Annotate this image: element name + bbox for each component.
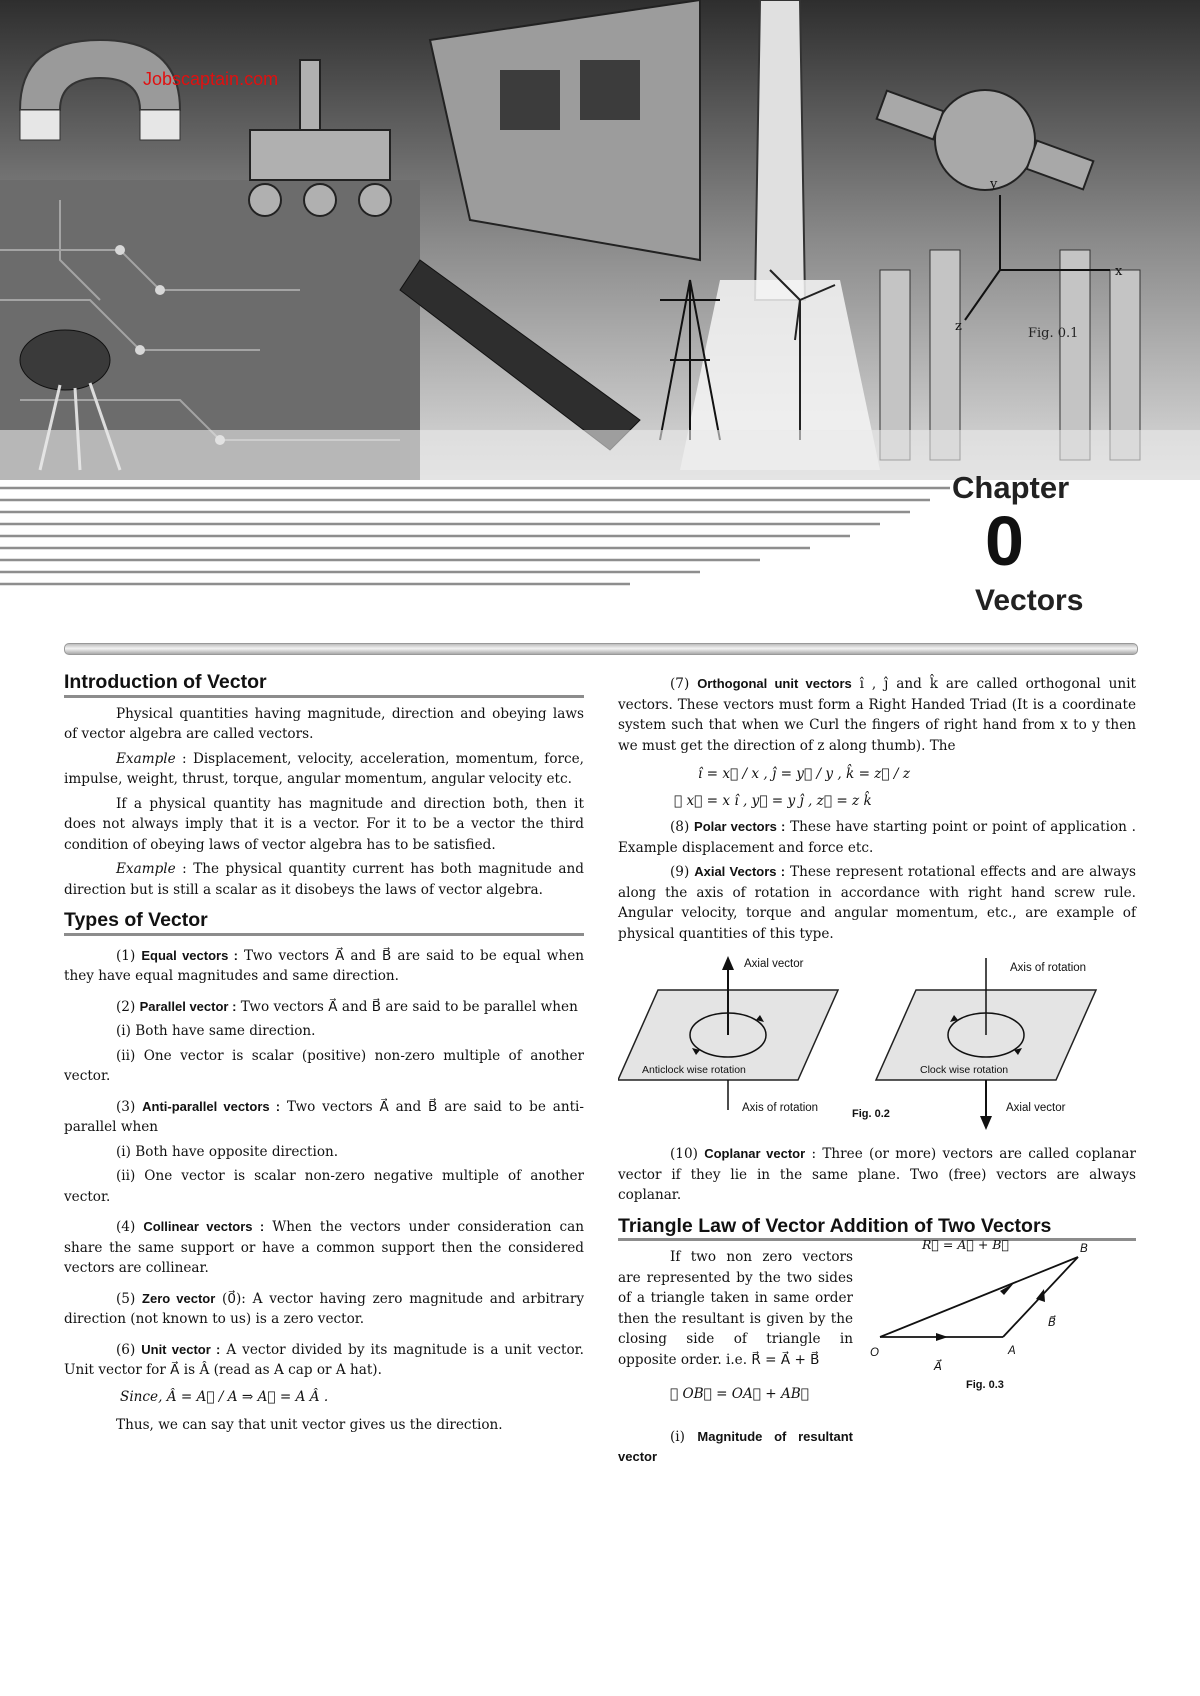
equation-ob: ∵ OB⃗ = OA⃗ + AB⃗	[670, 1386, 809, 1402]
example-paragraph	[64, 749, 584, 790]
example-label: Example	[116, 750, 176, 767]
triangle-law-block	[618, 1237, 1136, 1468]
label-axial-vector: Axial vector	[744, 958, 804, 970]
list-item-anti-parallel-vectors	[64, 1097, 584, 1138]
term: Coplanar vector	[704, 1146, 806, 1161]
item-number: (3)	[116, 1098, 143, 1115]
point-o-label: O	[870, 1347, 879, 1359]
list-item-coplanar-vector	[618, 1144, 1136, 1206]
label-anticlockwise-rotation: Anticlock wise rotation	[642, 1064, 746, 1076]
definition: These have starting point or point of application . Example displacement and force etc.	[618, 819, 1136, 856]
equation-resultant: R⃗ = A⃗ + B⃗	[922, 1237, 1009, 1252]
section-heading-introduction: Introduction of Vector	[64, 672, 584, 698]
item-number: (4)	[116, 1219, 144, 1235]
figure-label: Fig. 0.1	[1028, 326, 1079, 341]
figure-triangle-law	[868, 1217, 1136, 1407]
section-heading-types: Types of Vector	[64, 910, 584, 936]
item-number: (5)	[116, 1290, 143, 1307]
header-banner	[0, 0, 1200, 480]
chapter-number: 0	[985, 502, 1024, 580]
vector-b-label: B⃗	[1048, 1317, 1056, 1329]
item-number: (2)	[116, 998, 140, 1015]
svg-text:x: x	[1115, 264, 1123, 279]
definition: Two vectors A⃗ and B⃗ are said to be equal when they have equal magnitudes and same direction.	[64, 947, 584, 984]
point-a-label: A	[1008, 1345, 1016, 1357]
paragraph: Thus, we can say that unit vector gives us the direction.	[116, 1417, 503, 1433]
list-item-axial-vectors	[618, 862, 1136, 944]
term: Parallel vector :	[139, 998, 237, 1014]
paragraph: If a physical quantity has magnitude and direction both, then it does not always imply that it is a vector. For it to be a vector the third condition of obeying laws of vector algebra has to be satisfied.	[64, 795, 584, 853]
term: Collinear vectors :	[143, 1219, 265, 1234]
example-text: : The physical quantity current has both magnitude and direction but is still a scalar as it disobeys the laws of vector algebra.	[64, 861, 584, 898]
term: Orthogonal unit vectors	[697, 676, 852, 691]
label-clockwise-rotation: Clock wise rotation	[920, 1064, 1009, 1076]
definition: These represent rotational effects and are always along the axis of rotation in accordance with right hand screw rule. Angular velocity, torque and angular momentum, etc., are example of physical quantities of this type.	[618, 864, 1137, 942]
figure-axial-vectors	[618, 950, 1136, 1140]
horizontal-rule	[64, 643, 1138, 655]
item-number: (i)	[670, 1428, 698, 1445]
label-axis-of-rotation: Axis of rotation	[742, 1102, 819, 1114]
right-column	[618, 668, 1136, 1472]
figure-caption: Fig. 0.3	[966, 1379, 1004, 1391]
paragraph: If two non zero vectors are represented by the two sides of a triangle taken in same order then the resultant is given by the closing side of triangle in opposite order. i.e. R⃗ = A⃗ + B⃗	[618, 1249, 853, 1368]
definition: A vector divided by its magnitude is a unit vector. Unit vector for A⃗ is Â (read as A cap or A hat).	[64, 1341, 585, 1378]
figure-caption: Fig. 0.2	[852, 1108, 890, 1120]
equation-unit-vector: Since, Â = A⃗ / A ⇒ A⃗ = A Â .	[120, 1388, 329, 1405]
definition: Two vectors A⃗ and B⃗ are said to be parallel when	[236, 998, 578, 1015]
term: Polar vectors :	[694, 819, 786, 834]
example-label: Example	[116, 861, 176, 877]
list-item-equal-vectors	[64, 946, 584, 987]
list-item-unit-vector	[64, 1340, 584, 1381]
term: Equal vectors :	[141, 947, 238, 963]
list-item-polar-vectors	[618, 817, 1136, 858]
item-number: (8)	[670, 819, 695, 835]
term: Anti-parallel vectors :	[142, 1098, 281, 1114]
label-axis-of-rotation: Axis of rotation	[1010, 962, 1087, 974]
sub-item: (i) Both have same direction.	[116, 1023, 316, 1039]
list-item-collinear-vectors	[64, 1217, 584, 1279]
section-heading-triangle-law: Triangle Law of Vector Addition of Two Vectors	[618, 1216, 1136, 1242]
example-paragraph	[64, 859, 584, 900]
term: Unit vector :	[141, 1341, 221, 1357]
vector-a-label: A⃗	[934, 1361, 942, 1373]
chapter-label: Chapter	[952, 470, 1070, 505]
definition: î , ĵ and k̂ are called orthogonal unit vectors. These vectors must form a Right Handed Triad (It is a coordinate system such that when we Curl the fingers of right hand from x to y then we must get the direction of z along thumb). The	[618, 676, 1137, 754]
list-item-magnitude-resultant	[618, 1427, 853, 1468]
definition: Two vectors A⃗ and B⃗ are said to be anti-parallel when	[64, 1098, 585, 1135]
left-column	[64, 668, 584, 1440]
term: Zero vector	[142, 1290, 216, 1306]
svg-text:y: y	[990, 177, 998, 192]
term: Magnitude of resultant vector	[618, 1428, 853, 1464]
list-item-zero-vector	[64, 1289, 584, 1330]
point-b-label: B	[1080, 1243, 1088, 1255]
item-number: (1)	[116, 947, 142, 964]
item-number: (7)	[670, 676, 698, 692]
sub-item: (i) Both have opposite direction.	[116, 1143, 339, 1160]
list-item-orthogonal-unit-vectors	[618, 674, 1136, 756]
svg-text:z: z	[955, 319, 962, 334]
label-axial-vector: Axial vector	[1006, 1102, 1066, 1114]
equation-unit-vectors: î = x⃗ / x , ĵ = y⃗ / y , k̂ = z⃗ / z	[698, 766, 910, 782]
item-number: (10)	[670, 1146, 705, 1162]
item-number: (9)	[670, 864, 695, 880]
sub-item: (ii) One vector is scalar (positive) non-zero multiple of another vector.	[64, 1047, 584, 1084]
definition: : Three (or more) vectors are called coplanar vector if they lie in the same plane. Two (free) vectors are always coplanar.	[618, 1146, 1136, 1203]
example-text: : Displacement, velocity, acceleration, momentum, force, impulse, weight, thrust, torque, angular momentum, angular velocity etc.	[64, 750, 584, 787]
chapter-title: Vectors	[975, 584, 1084, 617]
equation-components: ∴ x⃗ = x î , y⃗ = y ĵ , z⃗ = z k̂	[674, 792, 872, 809]
definition: When the vectors under consideration can share the same support or have a common support then the considered vectors are collinear.	[64, 1219, 584, 1276]
list-item-parallel-vector	[64, 997, 584, 1018]
paragraph: Physical quantities having magnitude, direction and obeying laws of vector algebra are called vectors.	[64, 705, 584, 742]
sub-item: (ii) One vector is scalar non-zero negative multiple of another vector.	[64, 1168, 584, 1205]
definition: (0⃗): A vector having zero magnitude and arbitrary direction (not known to us) is a zero vector.	[64, 1290, 584, 1327]
term: Axial Vectors :	[694, 864, 786, 879]
item-number: (6)	[116, 1341, 142, 1358]
watermark-text: Jobscaptain.com	[143, 69, 279, 89]
decorative-stripes	[0, 484, 950, 594]
